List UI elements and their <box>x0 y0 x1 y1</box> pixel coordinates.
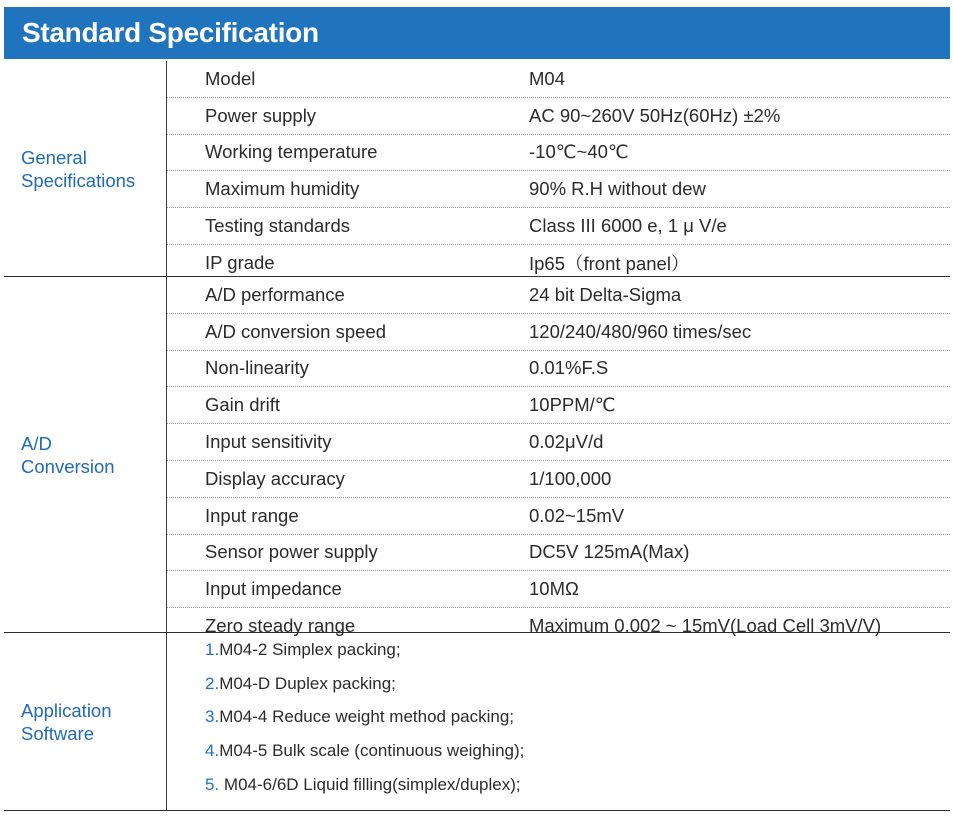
general-specifications-section <box>4 61 950 276</box>
spec-value: 24 bit Delta-Sigma <box>529 283 682 305</box>
spec-value: Maximum 0.002 ~ 15mV(Load Cell 3mV/V) <box>529 615 882 637</box>
spec-key: Zero steady range <box>205 615 356 637</box>
spec-value: 10PPM/℃ <box>529 394 616 416</box>
spec-key: IP grade <box>205 251 275 273</box>
table-row <box>167 571 950 608</box>
spec-value: Class III 6000 e, 1 μ V/e <box>529 215 727 237</box>
spec-key: A/D conversion speed <box>205 320 386 342</box>
ad-conversion-section <box>4 277 950 637</box>
section-label-line: Software <box>21 722 95 744</box>
spec-value: 10MΩ <box>529 578 579 600</box>
list-text: M04-2 Simplex packing; <box>219 639 401 659</box>
table-row <box>167 351 950 388</box>
spec-key: Display accuracy <box>205 467 345 489</box>
spec-key: A/D performance <box>205 283 345 305</box>
spec-key: Gain drift <box>205 394 281 416</box>
spec-value: 0.02~15mV <box>529 504 625 526</box>
table-row <box>167 461 950 498</box>
table-row <box>167 314 950 351</box>
table-row <box>167 498 950 535</box>
list-item <box>167 633 950 667</box>
spec-value: 120/240/480/960 times/sec <box>529 320 752 342</box>
spec-value: -10℃~40℃ <box>529 141 629 163</box>
table-row <box>167 98 950 135</box>
list-number: 1. <box>205 639 220 659</box>
spec-value: 0.01%F.S <box>529 357 609 379</box>
list-item <box>167 734 950 768</box>
list-number: 4. <box>205 741 220 761</box>
spec-value: M04 <box>529 67 565 89</box>
section-label <box>21 277 166 632</box>
spec-value: Ip65（front panel） <box>529 252 690 274</box>
list-text: M04-5 Bulk scale (continuous weighing); <box>219 741 525 761</box>
list-text: M04-4 Reduce weight method packing; <box>219 707 515 727</box>
table-row <box>167 208 950 245</box>
list-text: M04-6/6D Liquid filling(simplex/duplex); <box>219 775 521 795</box>
list-text: M04-D Duplex packing; <box>219 673 396 693</box>
table-row <box>167 387 950 424</box>
spec-key: Testing standards <box>205 215 351 237</box>
section-divider <box>4 810 950 811</box>
section-label-line: Application <box>21 699 112 721</box>
spec-key: Model <box>205 67 256 89</box>
section-label-line: Conversion <box>21 455 115 477</box>
list-item <box>167 701 950 735</box>
section-label <box>21 633 166 810</box>
spec-value: 0.02μV/d <box>529 431 604 453</box>
table-row <box>167 135 950 172</box>
spec-key: Maximum humidity <box>205 178 360 200</box>
page-title: Standard Specification <box>4 7 950 59</box>
section-label-line: Specifications <box>21 169 136 191</box>
spec-value: 90% R.H without dew <box>529 178 706 200</box>
spec-key: Power supply <box>205 104 317 126</box>
table-row <box>167 424 950 461</box>
application-software-section <box>4 633 950 810</box>
spec-key: Non-linearity <box>205 357 309 379</box>
list-number: 3. <box>205 707 220 727</box>
list-item <box>167 768 950 802</box>
spec-key: Input range <box>205 504 299 526</box>
spec-value: AC 90~260V 50Hz(60Hz) ±2% <box>529 104 781 126</box>
section-label-line: A/D <box>21 432 52 454</box>
spec-key: Sensor power supply <box>205 541 378 563</box>
table-row <box>167 277 950 314</box>
section-label <box>21 61 166 276</box>
spec-value: 1/100,000 <box>529 467 612 489</box>
spec-value: DC5V 125mA(Max) <box>529 541 690 563</box>
list-number: 2. <box>205 673 220 693</box>
list-item <box>167 667 950 701</box>
spec-key: Input sensitivity <box>205 431 332 453</box>
list-number: 5. <box>205 775 220 795</box>
spec-key: Working temperature <box>205 141 378 163</box>
table-row <box>167 61 950 98</box>
table-row <box>167 171 950 208</box>
table-row <box>167 535 950 572</box>
section-label-line: General <box>21 146 87 168</box>
spec-key: Input impedance <box>205 578 342 600</box>
